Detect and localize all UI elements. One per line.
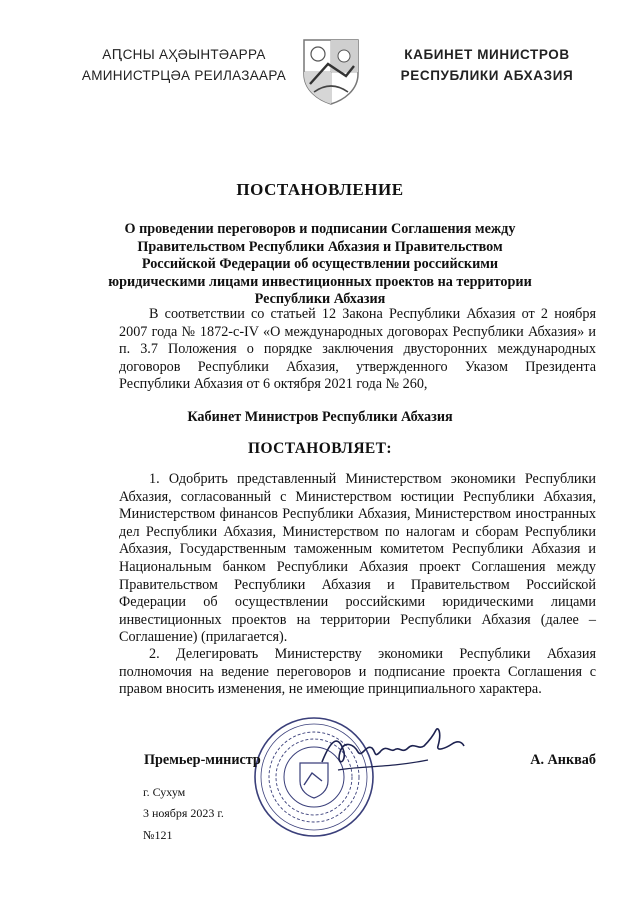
letterhead-abkhaz <box>64 44 304 86</box>
item-2-paragraph: 2. Делегировать Министерству экономики Республики Абхазия полномочия на ведение переговоров и подписание проекта Соглашения с правом вносить изменения, не имеющие принципиального характера. <box>119 646 596 698</box>
issue-city: г. Сухум <box>143 785 186 799</box>
letterhead <box>0 36 640 106</box>
document-title: ПОСТАНОВЛЕНИЕ <box>236 180 404 199</box>
letterhead-abkhaz-line2: АМИНИСТРЦӘА РЕИЛАЗААРА <box>81 68 287 83</box>
item-1-paragraph: 1. Одобрить представленный Министерством экономики Республики Абхазия, согласованный с Министерством юстиции Республики Абхазия, Министерством финансов Республики Абхазия, Министерством иностранных дел Республики Абхазия, Министерством по налогам и сборам Республики Абхазия, Государственным таможенным комитетом Республики Абхазия и Национальным банком Республики Абхазия проект Соглашения между Правительством Республики Абхазия и Правительством Российской Федерации об осуществлении российскими юридическими лицами инвестиционных проектов на территории Республики Абхазия (далее – Соглашение) (прилагается). <box>119 471 596 646</box>
letterhead-russian-line1: КАБИНЕТ МИНИСТРОВ <box>404 47 570 62</box>
signatory-name: А. Анкваб <box>530 752 596 768</box>
letterhead-abkhaz-line1: АԤСНЫ АҲӘЫНТӘАРРА <box>102 47 266 62</box>
document-subject: О проведении переговоров и подписании Соглашения между Правительством Республики Абхазия и Правительством Российской Федерации об осуществлении российскими юридическими лицами инвестиционных проектов на территории Республики Абхазия <box>108 221 532 307</box>
coat-of-arms-icon <box>300 36 362 106</box>
issue-date: 3 ноября 2023 г. <box>143 806 224 820</box>
issuing-body: Кабинет Министров Республики Абхазия <box>187 409 453 425</box>
signature-block <box>119 752 596 772</box>
resolves-heading: ПОСТАНОВЛЯЕТ: <box>248 440 392 457</box>
letterhead-russian-line2: РЕСПУБЛИКИ АБХАЗИЯ <box>400 68 574 83</box>
document-number: №121 <box>143 828 173 842</box>
preamble-paragraph: В соответствии со статьей 12 Закона Республики Абхазия от 2 ноября 2007 года № 1872-с-IV «О международных договорах Республики Абхазия» и п. 3.7 Положения о порядке заключения двусторонних международных договоров Республики Абхазия, утвержденного Указом Президента Республики Абхазия от 6 октября 2021 года № 260, <box>119 306 596 393</box>
letterhead-russian <box>372 44 602 86</box>
signatory-position: Премьер-министр <box>144 752 261 768</box>
